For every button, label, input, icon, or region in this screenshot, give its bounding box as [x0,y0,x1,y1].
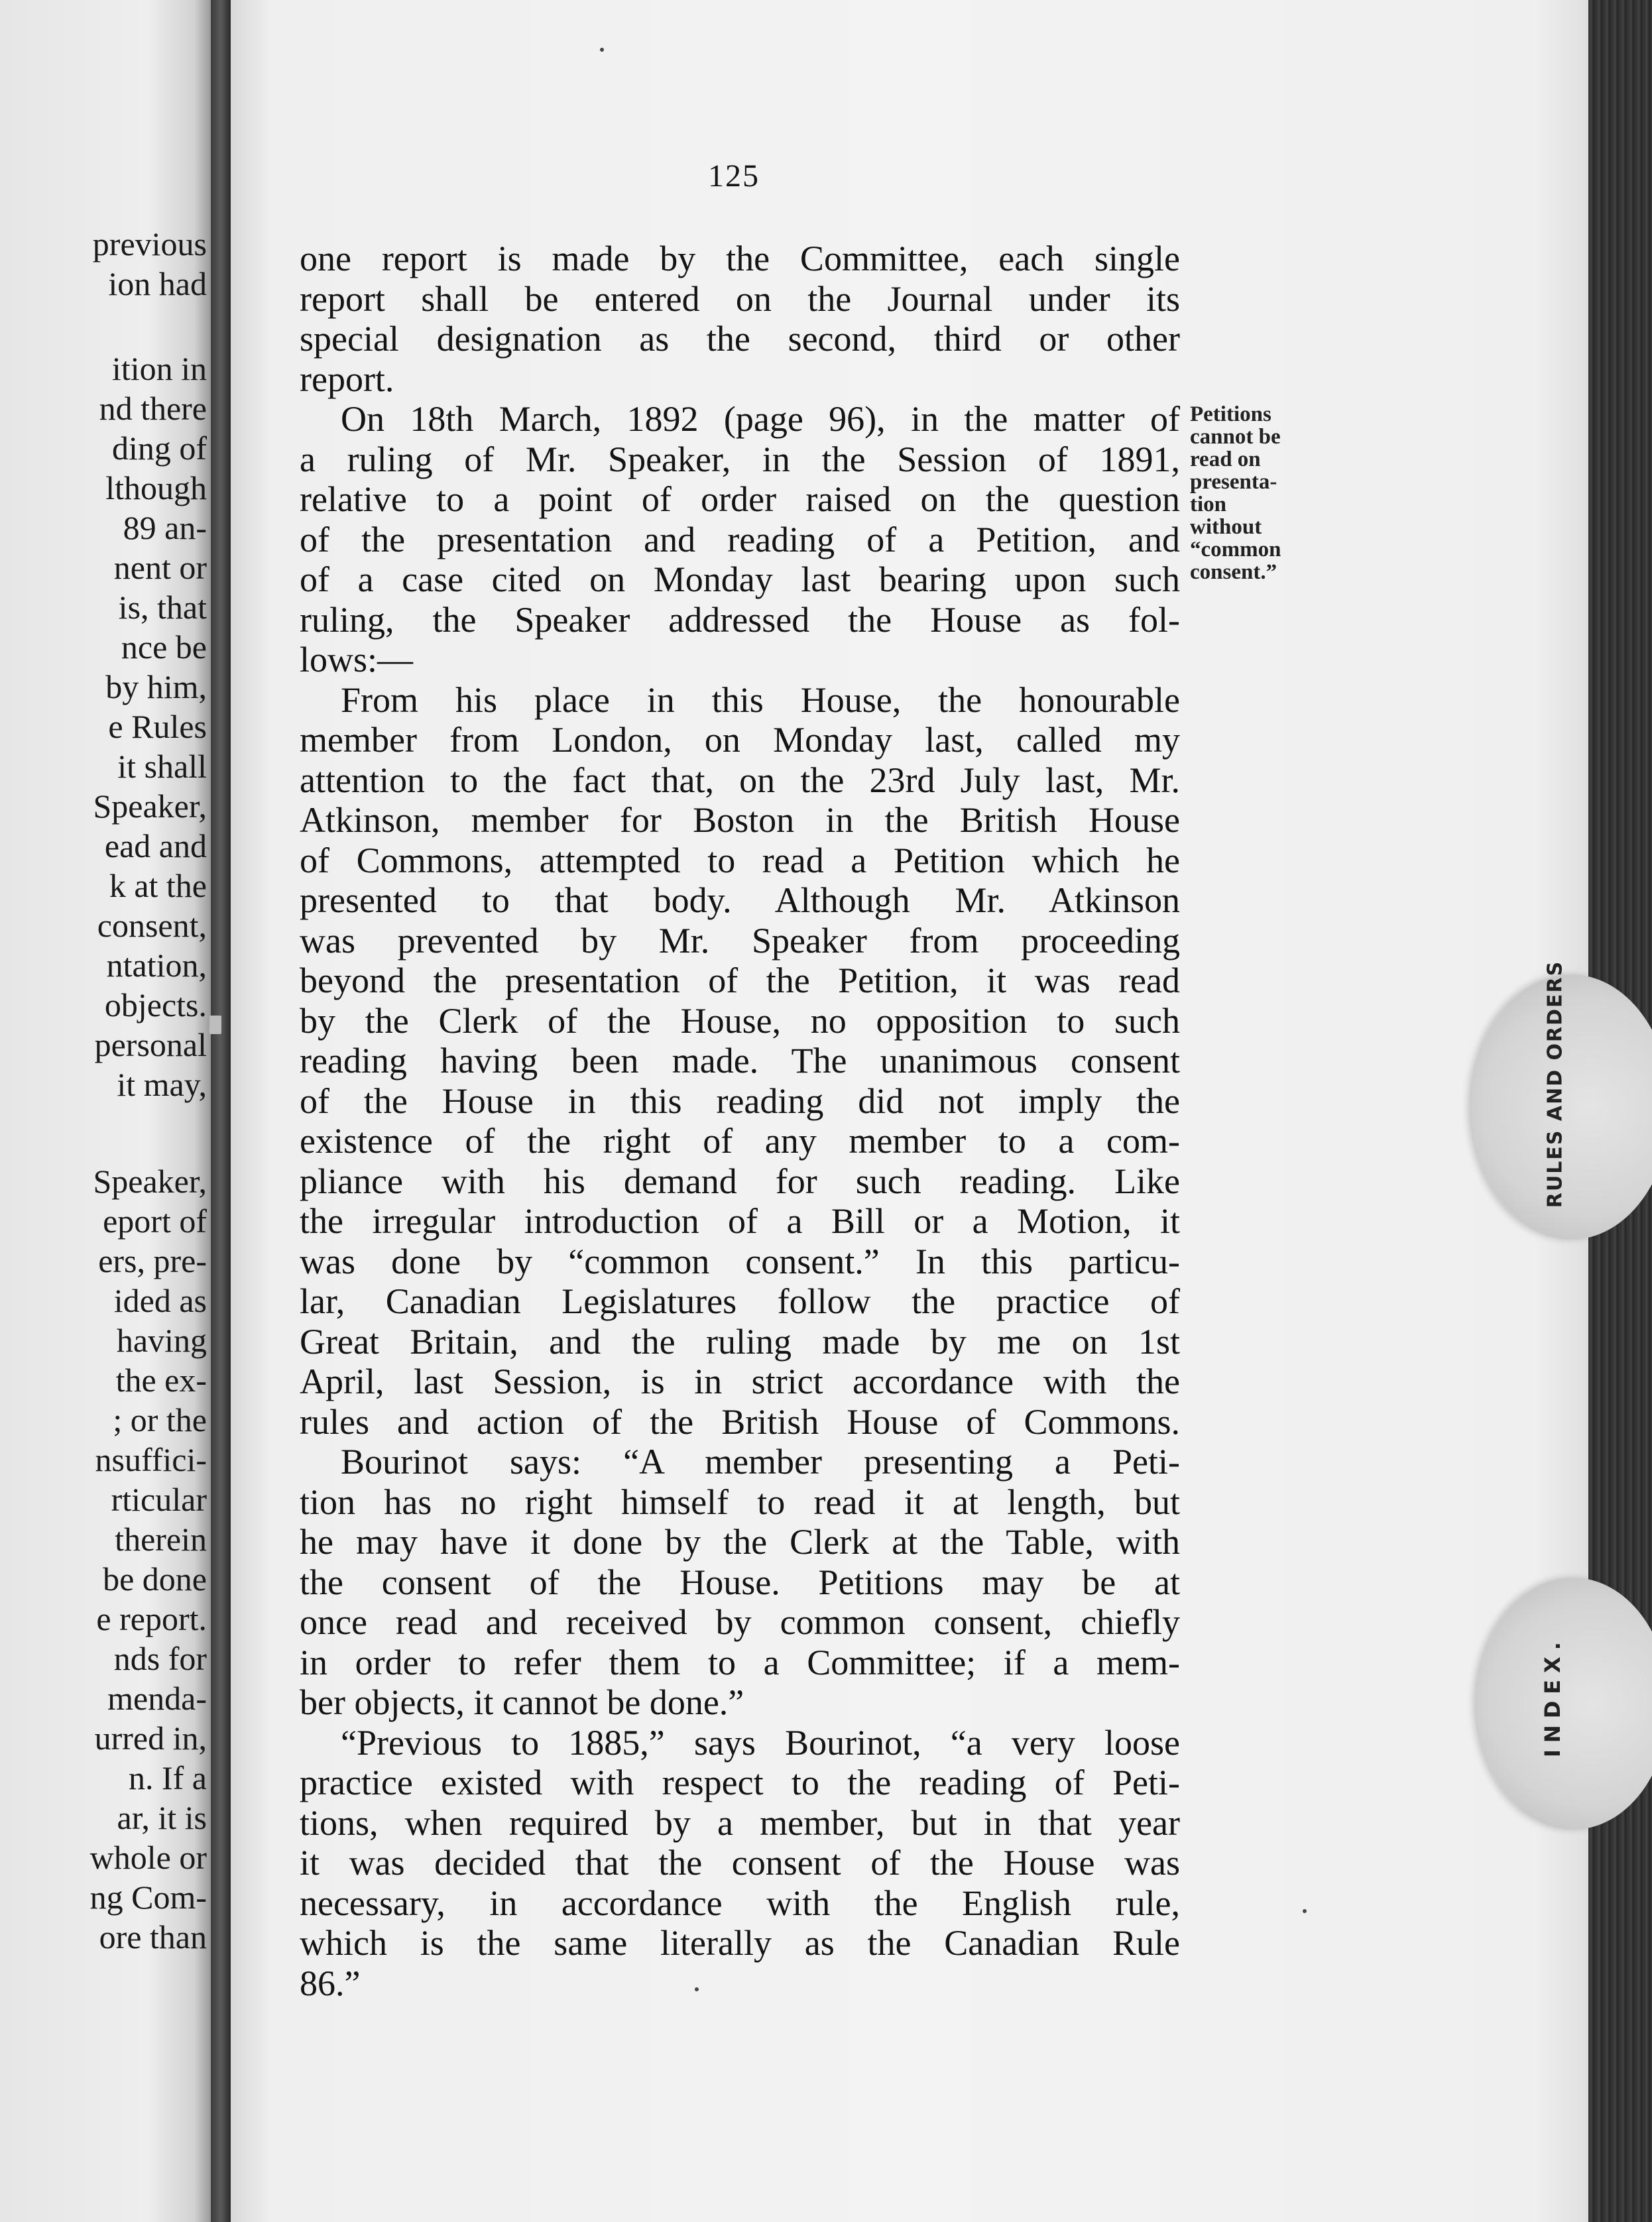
margin-note-line: without [1190,515,1262,539]
binding-clip [209,1016,221,1034]
body-line: ruling, the Speaker addressed the House as fol- [300,599,1180,640]
left-page-fragment: ead and [104,827,207,864]
left-page-fragment: urred in, [94,1720,207,1757]
left-page-fragment: Speaker, [93,1163,207,1200]
margin-note-line: “common [1190,538,1281,561]
body-line: reading having been made. The unanimous consent [300,1041,1180,1081]
left-page-fragment: k at the [109,867,207,904]
body-line: of the presentation and reading of a Petition, and [300,519,1180,559]
left-page-fragment: e report. [96,1600,207,1637]
body-line: tions, when required by a member, but in that year [300,1802,1180,1843]
left-page-fragment: personal [94,1026,207,1063]
body-line: presented to that body. Although Mr. Atkinson [300,880,1180,920]
left-page-fragment: eport of [103,1202,207,1240]
body-line: was prevented by Mr. Speaker from proceeding [300,920,1180,961]
thumb-tab-index-label: INDEX. [1540,1635,1565,1757]
left-page-fragment: whole or [89,1839,207,1876]
body-line: he may have it done by the Clerk at the Table, with [300,1522,1180,1562]
body-line: pliance with his demand for such reading. Like [300,1161,1180,1201]
body-line: existence of the right of any member to a com- [300,1121,1180,1161]
left-page-fragment: objects. [104,986,207,1023]
body-line: of Commons, attempted to read a Petition which he [300,840,1180,880]
left-page-fragment: menda- [107,1680,207,1717]
body-line: of a case cited on Monday last bearing upon such [300,559,1180,599]
body-line: special designation as the second, third or other [300,319,1180,359]
margin-note [1190,403,1329,583]
left-page-fragment: ided as [113,1282,207,1319]
print-speck [695,1987,699,1991]
left-page-fragment: ding of [111,430,207,467]
margin-note-line: read on [1190,447,1261,471]
left-page-fragment: be done [103,1560,207,1598]
left-page-fragment: ers, pre- [98,1242,207,1279]
body-line: one report is made by the Committee, each single [300,239,1180,278]
body-line: April, last Session, is in strict accordance with the [300,1362,1180,1401]
body-line: relative to a point of order raised on the question [300,479,1180,519]
left-page-fragment: ng Com- [89,1879,207,1916]
left-page-fragment: previous [92,225,207,263]
body-line: rules and action of the British House of Commons. [300,1401,1180,1442]
margin-note-line: cannot be [1190,425,1281,449]
left-page-fragment: the ex- [115,1362,207,1399]
left-page-fragment: nsuffici- [95,1441,207,1478]
body-line: once read and received by common consent, chiefly [300,1602,1180,1642]
left-facing-page [0,0,211,2222]
book-gutter [211,0,231,2222]
left-page-fragment: Speaker, [93,788,207,825]
body-line: which is the same literally as the Canadian Rule [300,1923,1180,1963]
left-page-fragment: having [116,1322,207,1359]
body-line: report. [300,359,394,399]
body-line: lows:— [300,640,414,679]
body-line: ber objects, it cannot be done.” [300,1682,744,1722]
print-speck [1303,1909,1307,1913]
body-line: On 18th March, 1892 (page 96), in the matter of [341,399,1180,439]
body-text [300,239,1180,2003]
print-speck [600,48,604,52]
body-line: lar, Canadian Legislatures follow the practice of [300,1281,1180,1321]
left-page-fragment: ar, it is [117,1799,207,1836]
body-line: it was decided that the consent of the House was [300,1843,1180,1883]
body-line: practice existed with respect to the reading of Peti- [300,1763,1180,1802]
body-line: the irregular introduction of a Bill or a Motion, it [300,1201,1180,1241]
body-line: Great Britain, and the ruling made by me on 1st [300,1321,1180,1362]
page-number: 125 [708,158,760,194]
body-line: tion has no right himself to read it at length, but [300,1482,1180,1522]
left-page-fragment: ion had [108,265,207,302]
left-page-fragment: e Rules [108,708,207,745]
body-line: the consent of the House. Petitions may be at [300,1562,1180,1602]
left-page-fragment: 89 an- [123,509,207,546]
body-line: “Previous to 1885,” says Bourinot, “a very loose [341,1722,1180,1763]
body-line: attention to the fact that, on the 23rd July last, Mr. [300,760,1180,800]
body-line: report shall be entered on the Journal under its [300,278,1180,319]
left-page-fragment: ore than [99,1918,207,1956]
left-page-fragment: consent, [97,907,207,944]
left-page-fragment: nd there [99,390,207,427]
margin-note-line: presenta- [1190,470,1277,494]
left-page-fragment: ; or the [113,1401,207,1438]
left-page-fragment: it shall [117,748,207,785]
body-line: beyond the presentation of the Petition, it was read [300,961,1180,1000]
left-page-fragment: nent or [113,549,207,586]
left-page-fragment: nds for [113,1640,207,1677]
thumb-tab-rules-label: RULES AND ORDERS [1543,960,1567,1208]
left-page-fragment: it may, [117,1066,207,1103]
body-line: member from London, on Monday last, called my [300,720,1180,760]
body-line: From his place in this House, the honourable [341,679,1180,720]
margin-note-line: consent.” [1190,560,1277,584]
left-page-fragment: is, that [118,589,207,626]
left-page-fragment: by him, [105,668,207,705]
body-line: by the Clerk of the House, no opposition to such [300,1000,1180,1041]
body-line: was done by “common consent.” In this particu- [300,1241,1180,1281]
left-page-fragment: lthough [105,469,207,506]
left-page-fragment: n. If a [129,1759,207,1796]
left-page-fragment: ition in [111,350,207,387]
body-line: Bourinot says: “A member presenting a Peti- [341,1442,1180,1482]
margin-note-line: Petitions [1190,402,1271,426]
body-line: of the House in this reading did not imply the [300,1081,1180,1121]
body-line: Atkinson, member for Boston in the British House [300,800,1180,840]
body-line: necessary, in accordance with the English rule, [300,1883,1180,1923]
body-line: in order to refer them to a Committee; if a mem- [300,1642,1180,1682]
left-page-fragment: rticular [111,1481,207,1518]
body-line: 86.” [300,1963,361,2003]
left-page-fragment: therein [115,1521,207,1558]
margin-note-line: tion [1190,493,1227,516]
left-page-fragment: ntation, [106,947,207,984]
body-line: a ruling of Mr. Speaker, in the Session of 1891, [300,439,1180,479]
left-page-fragment: nce be [121,628,207,666]
